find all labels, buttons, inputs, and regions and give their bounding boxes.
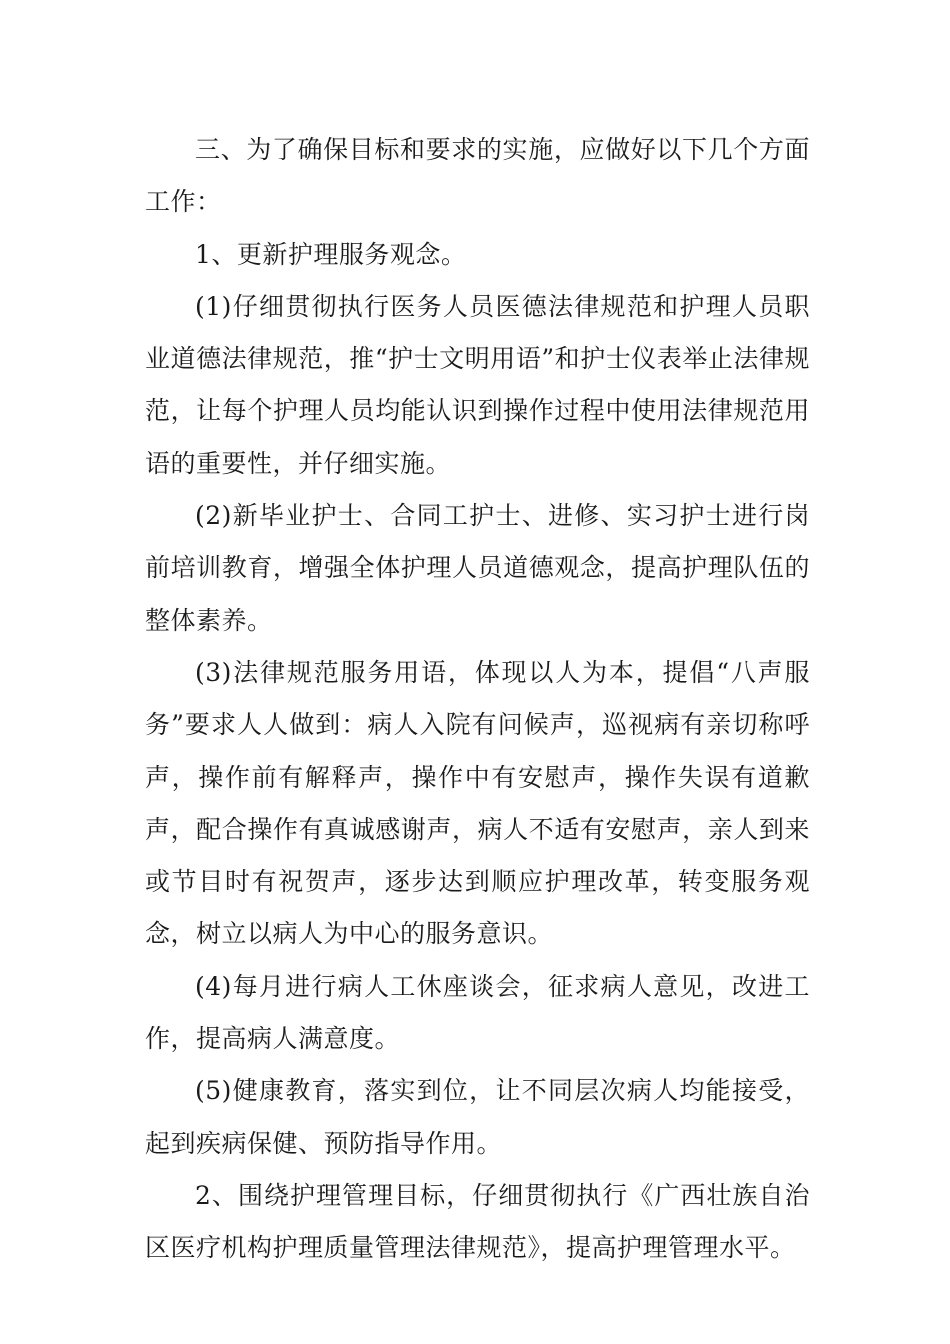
paragraph-subitem-3: (3)法律规范服务用语，体现以人为本，提倡“八声服务”要求人人做到：病人入院有问候声，巡视病有亲切称呼声，操作前有解释声，操作中有安慰声，操作失误有道歉声，配合操作有真诚感谢声，病人不适有安慰声，亲人到来或节目时有祝贺声，逐步达到顺应护理改革，转变服务观念，树立以病人为中心的服务意识。 <box>145 657 810 949</box>
paragraph-item-1: 1、更新护理服务观念。 <box>195 239 467 269</box>
paragraph-subitem-2: (2)新毕业护士、合同工护士、进修、实习护士进行岗前培训教育，增强全体护理人员道德观念，提高护理队伍的整体素养。 <box>145 501 810 635</box>
paragraph-subitem-5: (5)健康教育，落实到位，让不同层次病人均能接受，起到疾病保健、预防指导作用。 <box>145 1076 810 1158</box>
paragraph-subitem-4: (4)每月进行病人工休座谈会，征求病人意见，改进工作，提高病人满意度。 <box>145 971 810 1054</box>
paragraph-item-2: 2、围绕护理管理目标，仔细贯彻执行《广西壮族自治区医疗机构护理质量管理法律规范》，提高护理管理水平。 <box>145 1180 810 1263</box>
paragraph-section-three: 三、为了确保目标和要求的实施，应做好以下几个方面工作： <box>145 135 810 217</box>
paragraph-subitem-1: (1)仔细贯彻执行医务人员医德法律规范和护理人员职业道德法律规范，推“护士文明用语”和护士仪表举止法律规范，让每个护理人员均能认识到操作过程中使用法律规范用语的重要性，并仔细实施。 <box>145 291 810 478</box>
document-body <box>145 124 810 1275</box>
